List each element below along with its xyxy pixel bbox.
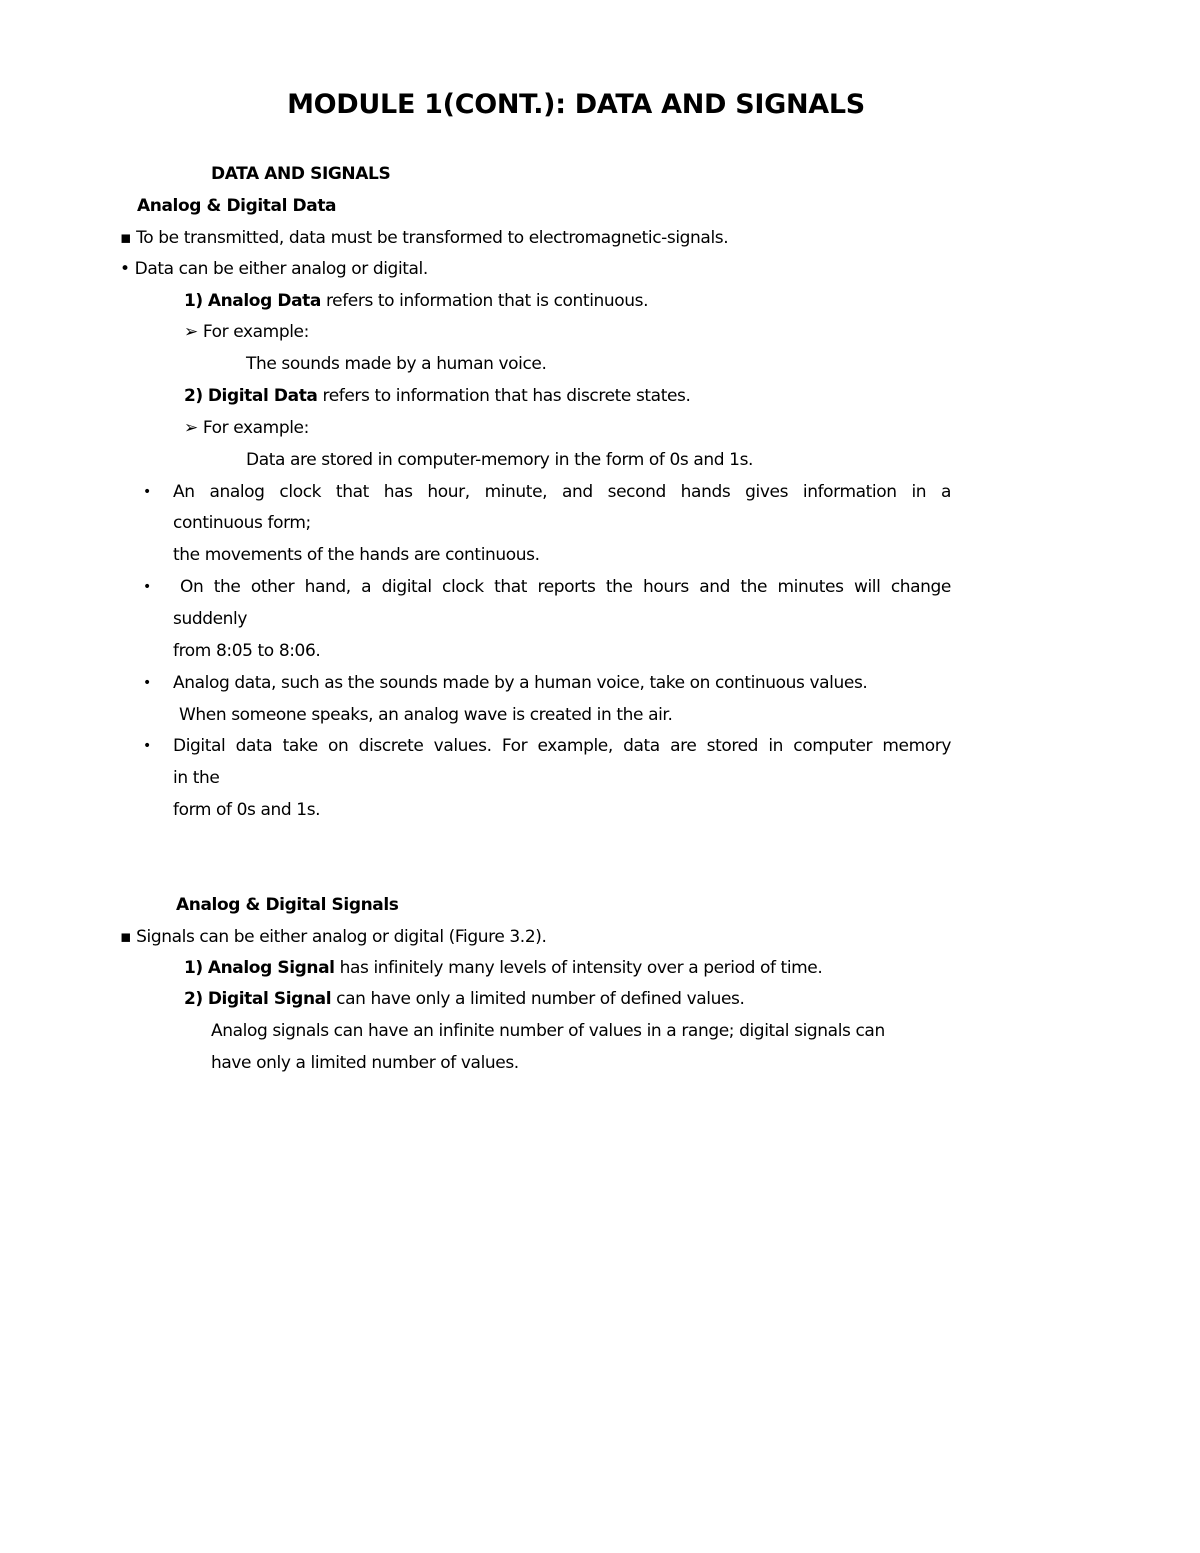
point-line: form of 0s and 1s. xyxy=(173,800,321,820)
example-label-text: For example: xyxy=(202,322,309,342)
item-text: refers to information that has discrete states. xyxy=(317,386,691,406)
example-text: Data are stored in computer-memory in the form of 0s and 1s. xyxy=(246,450,754,470)
point-line: Analog data, such as the sounds made by a human voice, take on continuous values. xyxy=(173,673,868,693)
analog-digital-data-heading: Analog & Digital Data xyxy=(137,196,337,216)
item-number: 1) xyxy=(184,958,203,978)
round-bullet-icon: • xyxy=(143,579,152,595)
numbered-item-digital-data xyxy=(184,386,691,406)
item-number: 2) xyxy=(184,386,203,406)
numbered-item-analog-signal xyxy=(184,958,822,978)
point-line: When someone speaks, an analog wave is created in the air. xyxy=(179,705,673,725)
list-item xyxy=(120,259,428,279)
point-line: On the other hand, a digital clock that reports the hours and the minutes will change xyxy=(180,577,951,597)
round-bullet-icon: • xyxy=(143,484,152,500)
list-item xyxy=(120,927,546,947)
item-text: refers to information that is continuous. xyxy=(320,291,649,311)
numbered-item-digital-signal xyxy=(184,989,744,1009)
arrow-bullet-icon: ➢ xyxy=(184,418,198,438)
point-line: the movements of the hands are continuous. xyxy=(173,545,540,565)
numbered-item-analog-data xyxy=(184,291,648,311)
bullet-text: Data can be either analog or digital. xyxy=(134,259,428,279)
example-text: The sounds made by a human voice. xyxy=(246,354,547,374)
item-number: 2) xyxy=(184,989,203,1009)
point-line: suddenly xyxy=(173,609,248,629)
point-line: Digital data take on discrete values. For example, data are stored in computer memory xyxy=(173,736,951,756)
analog-digital-signals-heading: Analog & Digital Signals xyxy=(176,895,399,915)
point-line: from 8:05 to 8:06. xyxy=(173,641,321,661)
item-term: Analog Signal xyxy=(207,958,335,978)
item-text: can have only a limited number of defined values. xyxy=(331,989,745,1009)
point-line: in the xyxy=(173,768,220,788)
square-bullet-icon: ▪ xyxy=(120,927,132,947)
arrow-bullet-icon: ➢ xyxy=(184,322,198,342)
point-line: continuous form; xyxy=(173,513,311,533)
point-line: An analog clock that has hour, minute, and second hands gives information in a xyxy=(173,482,951,502)
bullet-text: To be transmitted, data must be transformed to electromagnetic-signals. xyxy=(136,228,729,248)
round-bullet-icon: • xyxy=(120,259,130,279)
item-term: Digital Data xyxy=(207,386,318,406)
example-label xyxy=(184,418,309,438)
item-text: has infinitely many levels of intensity over a period of time. xyxy=(334,958,823,978)
page-title: MODULE 1(CONT.): DATA AND SIGNALS xyxy=(287,89,865,120)
round-bullet-icon: • xyxy=(143,738,152,754)
note-line: Analog signals can have an infinite number of values in a range; digital signals can xyxy=(211,1021,885,1041)
square-bullet-icon: ▪ xyxy=(120,228,132,248)
item-number: 1) xyxy=(184,291,203,311)
note-line: have only a limited number of values. xyxy=(211,1053,519,1073)
round-bullet-icon: • xyxy=(143,675,152,691)
bullet-text: Signals can be either analog or digital (Figure 3.2). xyxy=(136,927,547,947)
item-term: Analog Data xyxy=(207,291,321,311)
example-label-text: For example: xyxy=(202,418,309,438)
example-label xyxy=(184,322,309,342)
item-term: Digital Signal xyxy=(207,989,332,1009)
section-heading: DATA AND SIGNALS xyxy=(211,164,391,184)
list-item xyxy=(120,228,728,248)
